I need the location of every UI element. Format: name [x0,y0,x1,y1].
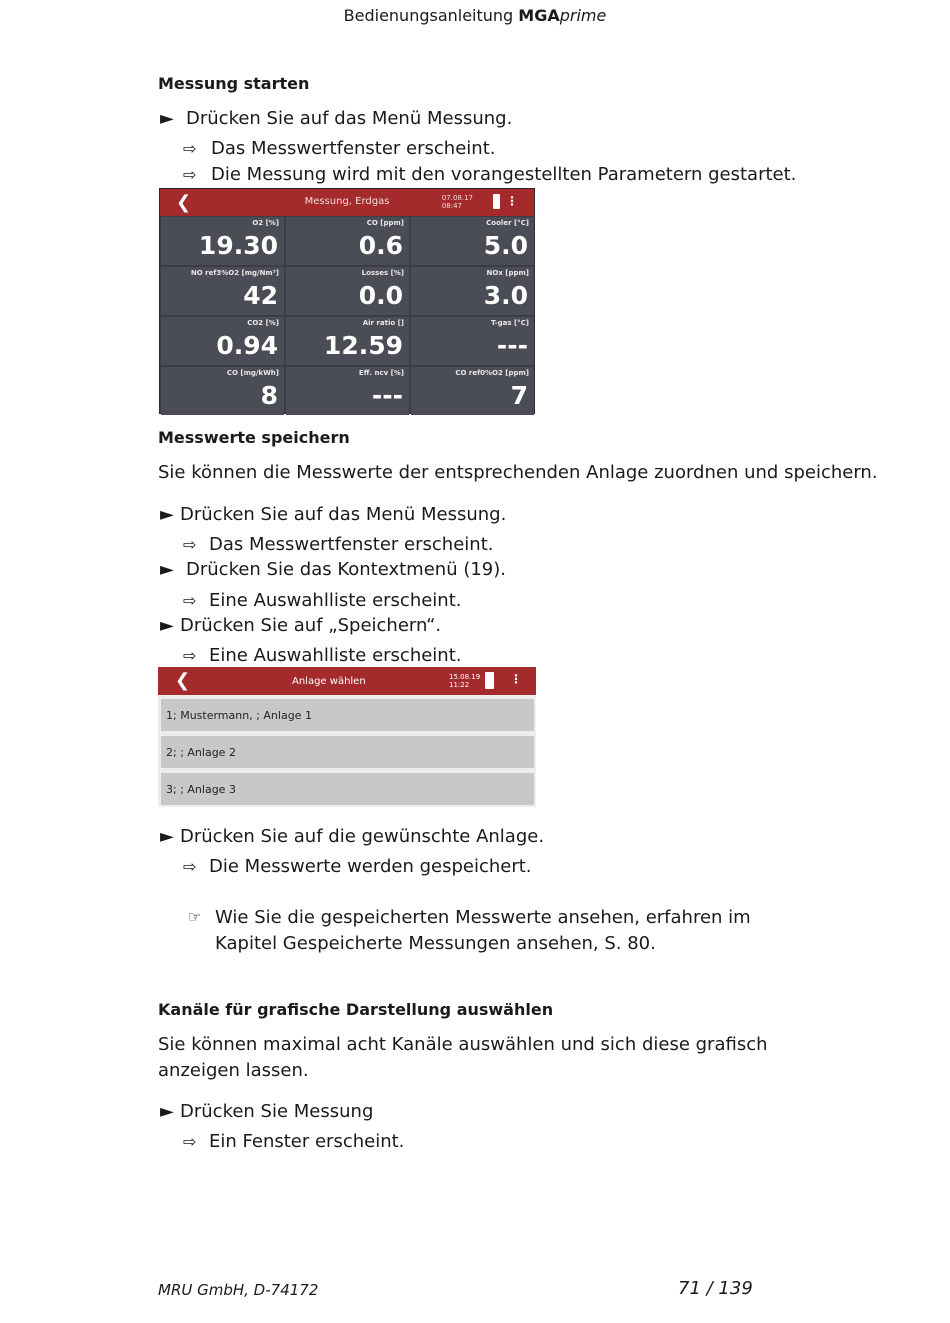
measurement-title-bar [160,189,534,216]
step: ► Drücken Sie auf das Menü Messung. [160,108,513,129]
step-marker-icon: ► [160,559,174,580]
footer-company: MRU GmbH, D-74172 [158,1281,319,1299]
result: ⇨ Das Messwertfenster erscheint. [183,138,496,159]
step-marker-icon: ► [160,108,174,129]
battery-icon [493,194,500,209]
paragraph: anzeigen lassen. [158,1060,309,1081]
value-cell: NO ref3%O2 [mg/Nm³] 42 [161,267,284,315]
result: ⇨ Eine Auswahlliste erscheint. [183,590,462,611]
list-item[interactable]: 1; Mustermann, ; Anlage 1 [161,699,534,731]
value-cell: T-gas [°C] --- [411,317,534,365]
result-arrow-icon: ⇨ [183,646,197,665]
result: ⇨ Ein Fenster erscheint. [183,1131,405,1152]
context-menu-icon[interactable]: ⋮ [506,194,518,208]
value-cell: O2 [%] 19.30 [161,217,284,265]
result-arrow-icon: ⇨ [183,165,197,184]
section-heading-messung-starten: Messung starten [158,74,310,93]
value-cell: CO [ppm] 0.6 [286,217,409,265]
step: ► Drücken Sie auf das Menü Messung. [160,504,507,525]
back-icon[interactable]: ❮ [176,192,192,213]
step-marker-icon: ► [160,615,174,636]
page-number: 71 / 139 [678,1278,753,1299]
datetime: 07.08.17 08:47 [441,194,473,210]
result-arrow-icon: ⇨ [183,1132,197,1151]
step: ► Drücken Sie auf „Speichern“. [160,615,442,636]
value-cell: CO [mg/kWh] 8 [161,367,284,415]
list-item[interactable]: 2; ; Anlage 2 [161,736,534,768]
value-cell: CO ref0%O2 [ppm] 7 [411,367,534,415]
value-cell: Eff. ncv [%] --- [286,367,409,415]
step-marker-icon: ► [160,826,174,847]
paragraph: Sie können die Messwerte der entsprechenden Anlage zuordnen und speichern. [158,462,878,483]
step: ► Drücken Sie Messung [160,1101,374,1122]
measurement-title: Messung, Erdgas [304,196,390,207]
measurement-screen [159,188,535,414]
result-arrow-icon: ⇨ [183,591,197,610]
result: ⇨ Die Messung wird mit den vorangestellten Parametern gestartet. [183,164,797,185]
back-icon[interactable]: ❮ [175,670,191,691]
step-marker-icon: ► [160,1101,174,1122]
battery-icon [485,672,494,689]
value-cell: NOx [ppm] 3.0 [411,267,534,315]
result: ⇨ Das Messwertfenster erscheint. [183,534,494,555]
result: ⇨ Die Messwerte werden gespeichert. [183,856,532,877]
step: ► Drücken Sie das Kontextmenü (19). [160,559,507,580]
result-arrow-icon: ⇨ [183,139,197,158]
section-heading-kanaele: Kanäle für grafische Darstellung auswählen [158,1000,554,1019]
context-menu-icon[interactable]: ⋮ [510,672,522,686]
note-line: Kapitel Gespeicherte Messungen ansehen, S. 80. [215,933,656,954]
list-item[interactable]: 3; ; Anlage 3 [161,773,534,805]
paragraph: Sie können maximal acht Kanäle auswählen und sich diese grafisch [158,1034,768,1055]
section-heading-messwerte-speichern: Messwerte speichern [158,428,350,447]
value-cell: Air ratio [] 12.59 [286,317,409,365]
datetime: 15.08.19 11:22 [449,673,481,689]
step-marker-icon: ► [160,504,174,525]
note-line: Wie Sie die gespeicherten Messwerte ansehen, erfahren im [215,907,751,928]
note-hand-icon: ☞ [188,908,202,926]
anlage-select-screen [158,667,536,807]
result-arrow-icon: ⇨ [183,535,197,554]
value-cell: Losses [%] 0.0 [286,267,409,315]
select-title: Anlage wählen [292,676,366,687]
value-cell: Cooler [°C] 5.0 [411,217,534,265]
result: ⇨ Eine Auswahlliste erscheint. [183,645,462,666]
step: ► Drücken Sie auf die gewünschte Anlage. [160,826,545,847]
select-title-bar [158,667,536,695]
result-arrow-icon: ⇨ [183,857,197,876]
value-cell: CO2 [%] 0.94 [161,317,284,365]
page-header: Bedienungsanleitung MGAprime [343,6,607,25]
